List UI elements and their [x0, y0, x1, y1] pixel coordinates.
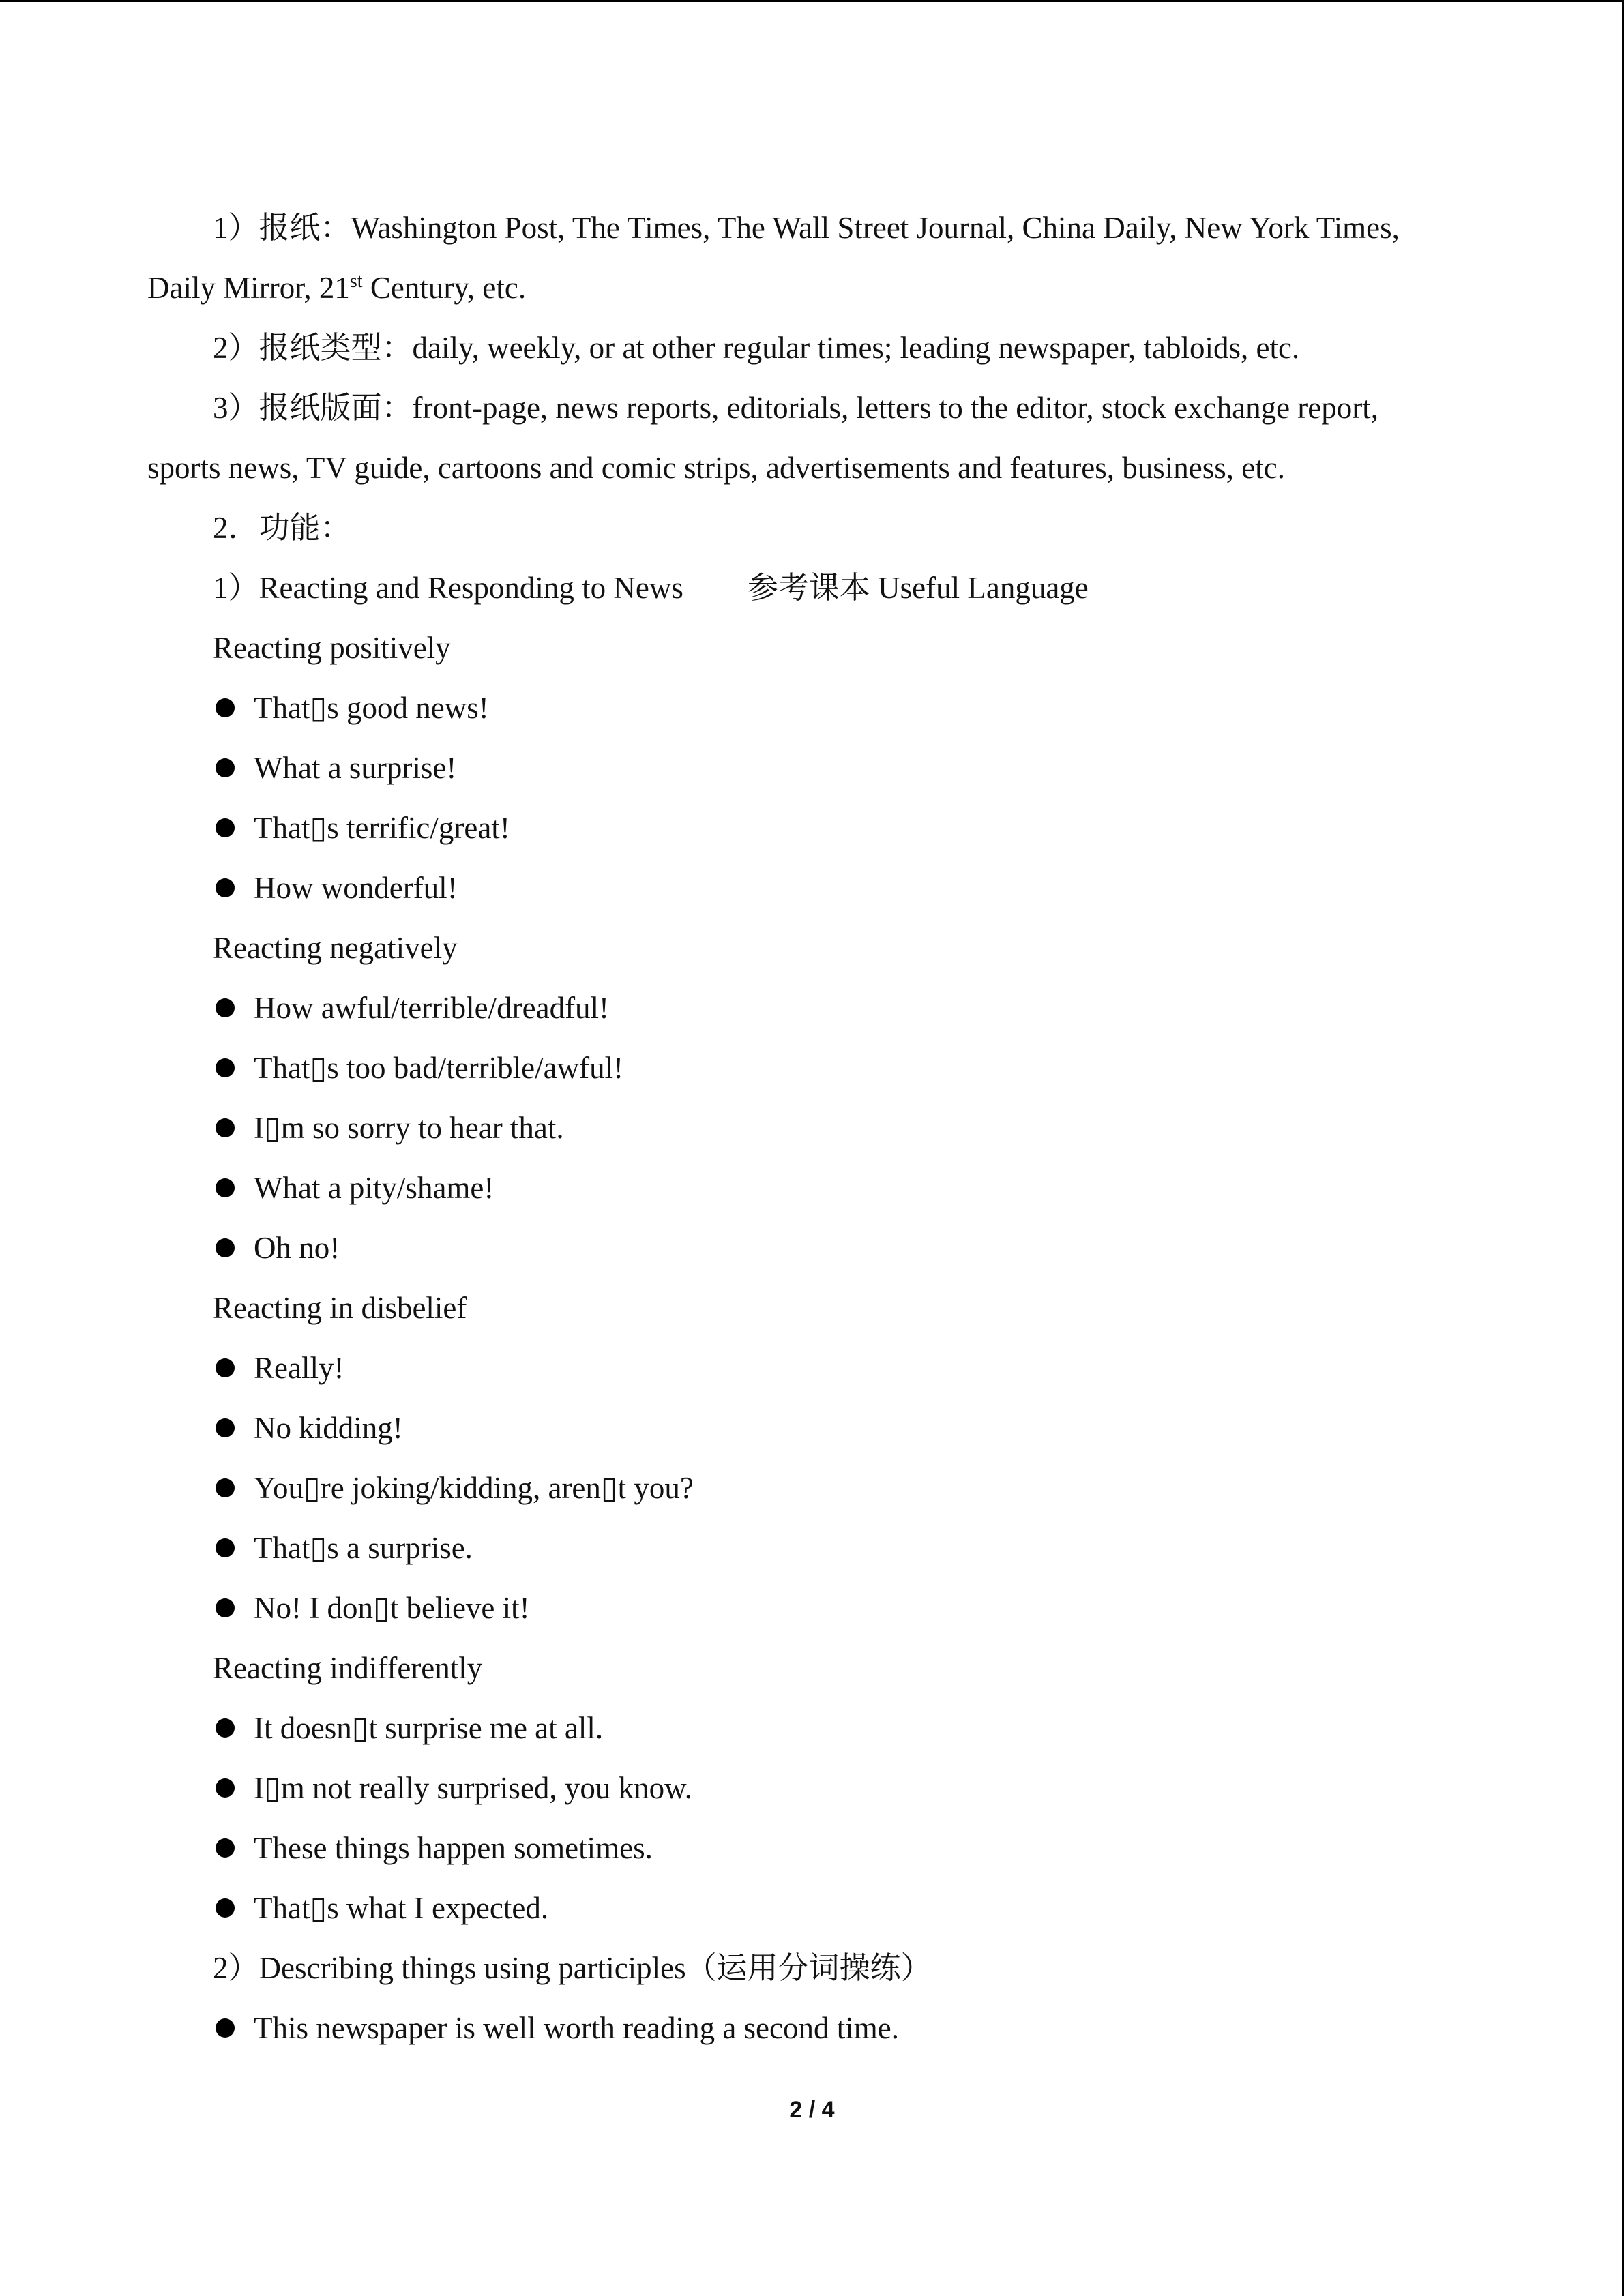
- newspaper-types-line: [147, 318, 1477, 378]
- list-item: [147, 1518, 1477, 1578]
- list-item: [147, 1038, 1477, 1098]
- list-item-text: What a surprise!: [254, 751, 457, 785]
- list-item: [147, 1998, 1477, 2058]
- newspapers-list: Washington Post, The Times, The Wall Street Journal, China Daily, New York Times,: [351, 211, 1400, 245]
- newspapers-label: 1）报纸：: [213, 211, 351, 245]
- list-item: [147, 798, 1477, 858]
- page-number: 2 / 4: [789, 2097, 835, 2123]
- list-item-text: These things happen sometimes.: [254, 1831, 653, 1865]
- page-top-border: [0, 0, 1624, 2]
- newspapers-cont-after: Century, etc.: [362, 271, 527, 305]
- list-item-text: This newspaper is well worth reading a second time.: [254, 2011, 899, 2045]
- ordinal-superscript: st: [349, 271, 363, 292]
- bullet-icon: [216, 698, 235, 717]
- bullet-icon: [216, 758, 235, 777]
- list-item-text: That▯s a surprise.: [254, 1531, 473, 1565]
- bullet-icon: [216, 1898, 235, 1918]
- types-text: daily, weekly, or at other regular times; leading newspaper, tabloids, etc.: [412, 331, 1300, 365]
- reacting-heading: 1）Reacting and Responding to News: [213, 571, 683, 605]
- list-item-text: I▯m not really surprised, you know.: [254, 1771, 692, 1805]
- newspapers-cont-before: Daily Mirror, 21: [147, 271, 350, 305]
- list-item: [147, 1758, 1477, 1818]
- newspapers-label-and-text: [213, 198, 1400, 258]
- bullet-icon: [216, 1778, 235, 1798]
- newspapers-line-2: [147, 258, 1477, 318]
- document-body: [147, 198, 1477, 2058]
- group-title-indifferent: Reacting indifferently: [213, 1651, 483, 1685]
- bullet-icon: [216, 1058, 235, 1077]
- newspapers-line-1: [147, 198, 1477, 258]
- list-item: [147, 1218, 1477, 1278]
- list-item: [147, 1818, 1477, 1878]
- list-item: [147, 1098, 1477, 1158]
- bullet-icon: [216, 1538, 235, 1557]
- sections-text-2: sports news, TV guide, cartoons and comic strips, advertisements and features, business, etc.: [147, 451, 1285, 485]
- list-item: [147, 678, 1477, 738]
- list-item: [147, 738, 1477, 798]
- bullet-icon: [216, 1718, 235, 1738]
- bullet-icon: [216, 998, 235, 1017]
- bullet-icon: [216, 818, 235, 837]
- list-item-text: How awful/terrible/dreadful!: [254, 991, 610, 1025]
- list-item: [147, 1158, 1477, 1218]
- list-item-text: How wonderful!: [254, 871, 458, 905]
- list-item-text: That▯s terrific/great!: [254, 811, 510, 845]
- bullet-icon: [216, 1178, 235, 1197]
- newspaper-sections-line-2: [147, 438, 1477, 498]
- list-item: [147, 978, 1477, 1038]
- bullet-icon: [216, 878, 235, 897]
- reacting-reference: 参考课本 Useful Language: [747, 571, 1089, 605]
- bullet-icon: [216, 1118, 235, 1137]
- types-label: 2）报纸类型：: [213, 331, 413, 365]
- list-item-text: You▯re joking/kidding, aren▯t you?: [254, 1471, 694, 1505]
- participles-heading: 2）Describing things using participles（运用分词操练）: [213, 1951, 932, 1985]
- list-item: [147, 1878, 1477, 1938]
- list-item: [147, 1338, 1477, 1398]
- list-item: [147, 1578, 1477, 1638]
- list-item-text: I▯m so sorry to hear that.: [254, 1111, 564, 1145]
- group-title-negative: Reacting negatively: [213, 931, 458, 965]
- newspaper-sections-line-1: [147, 378, 1477, 438]
- list-item: [147, 1698, 1477, 1758]
- bullet-icon: [216, 1838, 235, 1858]
- list-item-text: That▯s what I expected.: [254, 1891, 549, 1925]
- bullet-icon: [216, 1418, 235, 1437]
- bullet-icon: [216, 1478, 235, 1497]
- list-item-text: That▯s good news!: [254, 691, 489, 725]
- list-item-text: That▯s too bad/terrible/awful!: [254, 1051, 624, 1085]
- list-item-text: No! I don▯t believe it!: [254, 1591, 530, 1625]
- reacting-heading-line: [147, 558, 1477, 618]
- bullet-icon: [216, 1358, 235, 1377]
- bullet-icon: [216, 1598, 235, 1617]
- list-item-text: It doesn▯t surprise me at all.: [254, 1711, 604, 1745]
- list-item: [147, 858, 1477, 918]
- list-item: [147, 1398, 1477, 1458]
- list-item-text: Really!: [254, 1351, 344, 1385]
- group-title-positive: Reacting positively: [213, 631, 451, 665]
- sections-text-1: front-page, news reports, editorials, letters to the editor, stock exchange report,: [412, 391, 1378, 425]
- list-item-text: No kidding!: [254, 1411, 403, 1445]
- functions-heading: 2．功能：: [213, 511, 351, 545]
- group-title-disbelief: Reacting in disbelief: [213, 1291, 467, 1325]
- list-item-text: Oh no!: [254, 1231, 340, 1265]
- bullet-icon: [216, 2018, 235, 2038]
- bullet-icon: [216, 1238, 235, 1257]
- sections-label: 3）报纸版面：: [213, 391, 413, 425]
- list-item-text: What a pity/shame!: [254, 1171, 494, 1205]
- list-item: [147, 1458, 1477, 1518]
